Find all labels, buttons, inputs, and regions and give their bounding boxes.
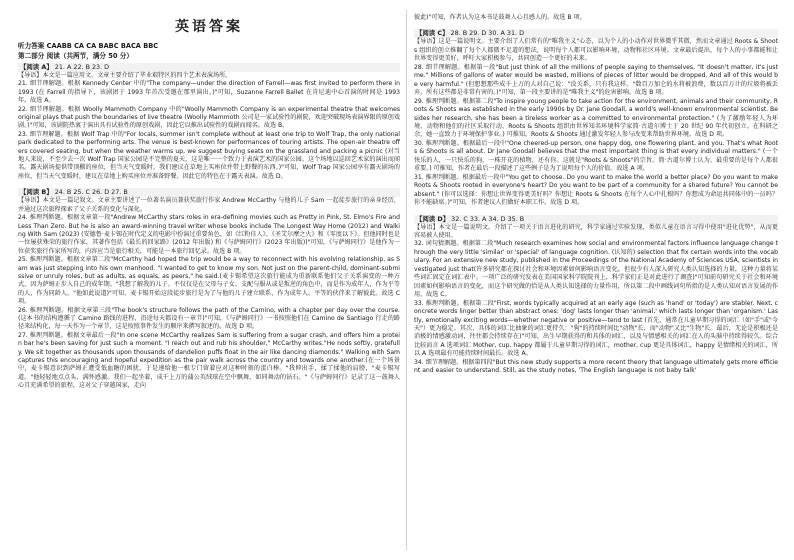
reading-d-q34: 34. 细节理解题。根据第四段"But this new study supports a more recent theory that language ultimately gets more efficient and easier to understand. Still, as the study notes, 'The English language is not baby talk' xyxy=(414,358,778,375)
reading-c-q31: 31. 推理判断题。根据最后一段中"You get to choose. Do you want to make the world a better place? Do you want to make Roots & Shoots rooted in everyone's heart? Do you want to be part of a community for a shared future? You cannot be absent." (你可以选择：你想让世界变得更美好吗？你想让 Roots & Shoots 在每个人心中扎根吗？你想成为命运共同体中的一员吗？你不能缺席。)"可知，作者建议人们做好本职工作。故选 D 项。 xyxy=(414,173,778,207)
reading-d-q32: 32. 词句猜测题。根据第二段"Much research examines how social and environmental factors influence language change through the very little 'similar' or 'special' of language cognition. (认知的) selection that fix certain words into the vocabulary. For an extensive new study, published in the Proceedings of the National Academy of Sciences USA, scientists investigated just that(许多研究都在探讨社会和环境因素如何影响语言变化，但很少有人深入研究人类认知选择的力量，这种力量将某些词汇固定在词汇表中。一项广泛的研究发表在美国国家科学院院刊上，科学家们正是对此进行了调查)"可知前句研究关于社会和环境因素如何影响语言的变化，而这个研究做的恰是从人类认知选择的力量作用，所以第二段中画线词句所指的是人类认知对语言发展的作用，故选 C。 xyxy=(414,240,778,299)
reading-a-q21: 21. 细节理解题。根据 Kennedy Center 中的"The company—under the direction of Farrell—was first invited to perform there in 1993 (在 Farrell 的指导下，该剧团于 1993 年首次受邀在那里演出。)"可知，Suzanne Farrell Ballet 在肯尼迪中心首演的时间是 1993 年。故选 A。 xyxy=(18,80,400,105)
reading-b-q27: 27. 推理判断题。根据文章最后一段"In one scene McCarthy realizes Sam is suffering from a sugar crash, and offers him a protein bar he's been saving for just such a moment. "I reach out and rub his shoulder," McCarthy writes."He nods softly, gratefully. We sit together as thousands upon thousands of dandelion puffs float in the air like dancing diamonds." Walking with Sam captures this encouraging and hopeful expedition as the pair walk across the country and towards one another.(在一个场景中，麦卡锡意识到萨姆正遭受低血糖的困扰，于是递给他一根专门留着应对这种时刻的蛋白棒。"我伸出手，揉了揉他的肩膀，"麦卡锡写道。"他轻轻地点点头，满怀感激。我们一起坐着，成千上万的蒲公英绒球在空中飘舞，如同舞动的钻石。"《与萨姆同行》记录了这一鼓舞人心且充满希望的旅程，这对父子穿越国家，走向 xyxy=(18,331,400,390)
listening-answers: 听力答案 CAABB CA CA BABC BACA BBC xyxy=(18,42,159,50)
reading-b-label: 【阅读 B】 xyxy=(20,188,53,197)
reading-c-label: 【阅读 C】 xyxy=(416,29,449,38)
left-column xyxy=(18,0,400,560)
reading-a-q22: 22. 细节理解题。根据 Woolly Mammoth Company 中的"Woolly Mammoth Company is an experimental theatre that welcomes original plays that push the boundaries of live theatre (Woolly Mammoth 公司是一家试验性的剧院，欢迎突破现场表演界限的原创戏剧。)"可知，该剧院热衷于演出具有试验性的原创戏剧，因此它以推出试验性的戏剧而闻名。故选 B。 xyxy=(18,105,400,130)
reading-a-label: 【阅读 A】 xyxy=(20,63,53,71)
reading-a-intro: 【导语】本文是一篇应用文。文章主要介绍了毕业艰特区的四个艺术表演场所。 xyxy=(18,72,232,79)
reading-a-q23: 23. 细节理解题。根据 Wolf Trap 中的"For locals, summer isn't complete without at least one trip to Wolf Trap, the only national park dedicated to the performing arts. The venue is best-known for performances of touring artists. The open-air theatre offers covered seating, but when the weather warms up, we suggest buying seats on the grassland and packing a picnic (对当地人来说，不至少去一次 Wolf Trap 国家公园是不完整的夏天，这是唯一一个致力于表演艺术的国家公园。这个场地以巡回艺术家的演出而闻名。露天剧场提供带顶棚的座位，但当天气变暖时，我们建议在草地上买座位并带上野餐的东西。)"可知，Wolf Trap 国家公园享有露天剧场的座位，但当天气变暖时，建议在草地上购买座位并准备野餐。因此它的特色在于露天表演。故选 D。 xyxy=(18,130,400,180)
reading-d-answers: 32. C 33. A 34. D 35. B xyxy=(451,214,525,223)
right-column xyxy=(414,0,778,560)
reading-a-heading xyxy=(18,63,400,72)
reading-b-q26: 26. 推理判断题。根据文章第三段"The book's structure follows the path of the Camino, with a chapter per day over the course. (这本书的结构遵循了 Camino 路线的进程，沿途每天都设有一章节)"可知，《与萨姆同行》一书按照他们在 Camino de Santiago 行走的路径来结构化，每一天作为一个章节，这是按照事件发生的顺序来撰写叙述的。故选 D 项。 xyxy=(18,306,400,331)
reading-c-q29: 29. 推理判断题。根据第二段"To inspire young people to take action for the environment, animals and their community, Roots & Shoots was established in the early 1990s by Dr. Jane Goodall, a world's well-known environmental scientist. Besides her research, she has been a tireless worker as a committed to environmental protection." (为了激励年轻人为环境、动物和他们的社区采取行动，Roots & Shoots 组织由世界知名环境科学家简·古道尔博士于 20 世纪 90 年代初创立。在科研之余，她一直致力于环境保护事业。) 可推知，Roots & Shoots 通过激发年轻人参与改变来帮助世界环境。故选 D 项。 xyxy=(414,97,778,139)
column-divider xyxy=(406,10,407,550)
reading-d-q33: 33. 推理判断题。根据第二段"First, words typically acquired at an early age (such as 'hand' or 'today') are stabler. Next, concrete words linger better than abstract ones: 'dog' lasts longer than 'animal,' which lasts longer than 'organism.' Lastly, emotionally exciting words—whether negative or positive—tend to last (首先，通常在儿童早期习得的词汇（如"手"或"今天"）更为稳定。其次，具体的词汇比抽象的词汇更持久："狗"的持续时间比"动物"长，而"动物"又比"生物"长。最后，无论是积极还是消极的情感激动词，往往都会持续存在)"可知，出生早期获得的和具体的词汇，以及与情感相关的词汇在人的头脑中持续得较久。综合比较而言 A 选项词汇 Mother, cup, happy 都属于儿童早期习得的词汇，mother, cup 更是具体词汇，happy 是情绪相关的词汇，所以 A 选项最有可能持续时间最长。故选 A。 xyxy=(414,299,778,358)
reading-c-intro: 【导语】这是一篇说明文。主要介绍了人们常有的"唯我主义"心态，以为个人的小动作对世界微乎其微，然而文章通过 Roots & Shoots 组织的创立推翻了每个人都微不足道的想法，说明每个人都可以影响环境，动物和社区环境。文章最后提出，每个人的小事都能和让世界变得更美好，呼吁大家积极参与，共同创造一个更好的未来。 xyxy=(414,38,778,63)
reading-b-q24: 24. 推理判断题。根据文章第一段"Andrew McCarthy stars roles in era-defining movies such as Pretty in Pink, St. Elmo's Fire and Less Than Zero. But he is also an award-winning travel writer whose books include The Longest Way Home (2012) and Walking With Sam (2023) (安德鲁·麦卡锡在时代定义的电影中扮演过重要角色，如《红粉佳人》、《圣艾尔摩之火》和《零度以下》。但他同时也是一位屡获殊荣的旅行作家，其著作包括《最长的回家路》(2012 年出版) 和《与萨姆同行》(2023 年出版))"可知，《与萨姆同行》是他作为一位获奖旅行作家所写的，内容应当是旅行相关，可能是一本旅行回忆录。故选 B 项。 xyxy=(18,214,400,255)
reading-b-q25: 25. 推理判断题。根据文章第二段"McCarthy had hoped the trip would be a way to reconnect with his evolving relationship, as Sam was just stepping into his own manhood. "I wanted to get to know my son. Not just on the parent-child, dominant-submissive or unruly roles, but as adults, as equals, as peers," he said.(麦卡锡希望这次旅行能成为重新联系他们父子关系演变的一种方式，因为萨姆正步入自己的成年期。"我想了解我的儿子。不仅仅是在父母与子女、支配与服从或是叛逆的角色中，而是作为成年人，作为平等的人，作为同龄人。"他如此说道)"可知，麦卡锡开始这段徒步旅行是为了与他的儿子建立联系，作为成年人、平等的伙伴来了解彼此。故选 C 项。 xyxy=(18,256,400,306)
reading-b-intro: 【导语】本文是一篇记叙文。文章主要讲述了一位著名演员兼获奖旅行作家 Andrew McCarthy 与他的儿子 Sam 一起徒步旅行的亲身经历，并通过这次旅程探索了父子关系的变化与深化。 xyxy=(18,197,400,213)
reading-b-answers: 24. B 25. C 26. D 27. B xyxy=(54,188,128,197)
reading-c-q30: 30. 推理判断题。根据最后一段中"One cheered-up person, one happy dog, one flowering plant, and you. That's what Roots & Shoots is all about. Dr Jane Goodall believes that the most important thing is that every individual matters." (一个快乐的人，一只快乐的狗，一株开花的植物，还有你。这就是"Roots & Shoots"的宗旨。简·古道尔博士认为，最重要的是每个人都很重要。) 可推知，作者在最后一段描述了这些例子是为了说明每个人的价值。故选 A 项。 xyxy=(414,139,778,173)
reading-a-answers: 21. A 22. B 23. D xyxy=(54,63,110,71)
reading-b-heading xyxy=(18,188,400,197)
reading-d-intro: 【导语】本文是一篇说明文。介绍了一项关于语言进化的研究，科学家通过实验发现，类似儿童在语言习得中使用"进化优势"，从而更容易被人使用。 xyxy=(414,223,778,239)
reading-c-q28: 28. 细节理解题。根据第一段"But just think of all the millions of people saying to themselves, "It doesn't matter, it's just me." Millions of gallons of water would be wasted, millions of pieces of litter would be dropped. And all of this would be very harmful." (但想想那些成千上万的人对自己说："没关系，只有我这样。"数百万加仑的水将被浪费，数以百万计的垃圾将被丢弃，所有这些都是非常有害的。)"可知，第一段主要讲的是"唯我主义"的危害影响。故选 B 项。 xyxy=(414,63,778,97)
reading-d-label: 【阅读 D】 xyxy=(416,214,450,223)
reading-c-answers: 28. B 29. D 30. A 31. D xyxy=(450,29,525,38)
reading-b-q27-continued: 彼此)"可知，作者认为这本书是鼓舞人心且感人的。故选 B 项。 xyxy=(414,14,586,21)
section-two-heading: 第二部分 阅读（共两节，满分 50 分） xyxy=(18,51,133,60)
reading-d-heading xyxy=(414,215,778,224)
document-title: 英语答案 xyxy=(175,19,243,35)
